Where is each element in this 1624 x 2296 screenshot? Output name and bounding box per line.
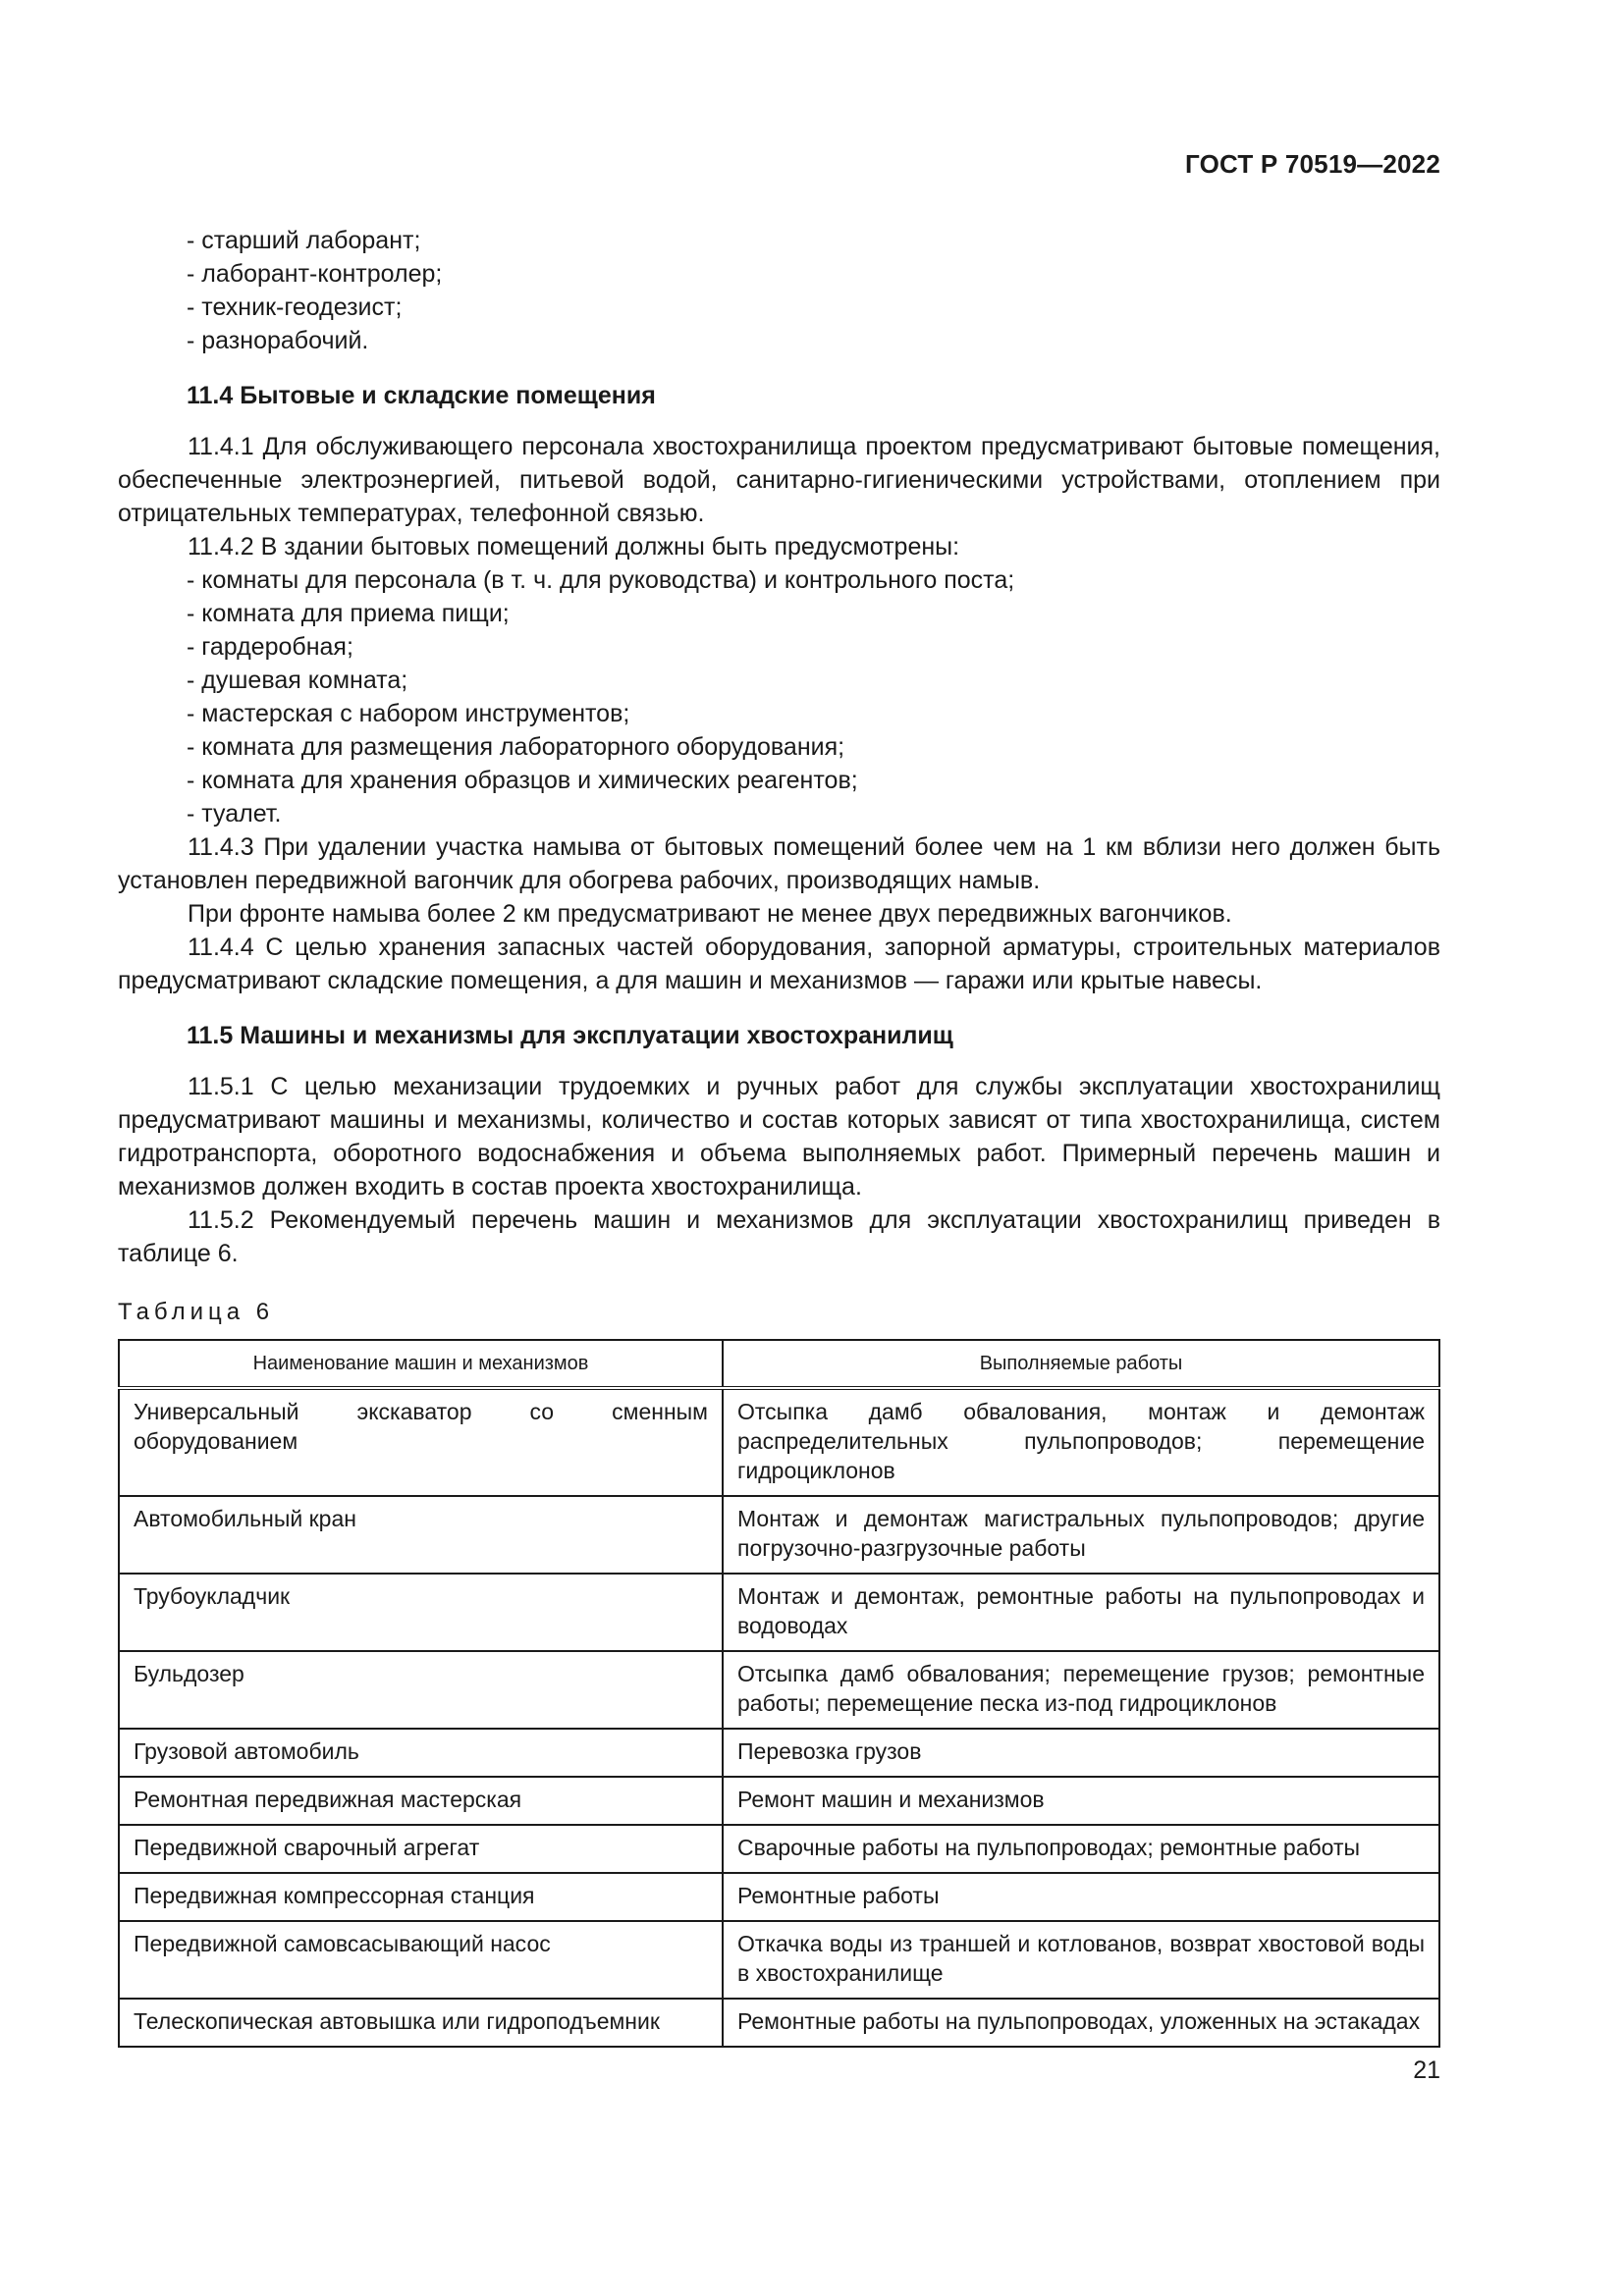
paragraph-11-4-3: 11.4.3 При удалении участка намыва от бытовых помещений более чем на 1 км вблизи него должен быть установлен передвижной вагончик для обогрева рабочих, производящих намыв. — [118, 833, 1440, 894]
document-code-header: ГОСТ Р 70519—2022 — [1185, 149, 1440, 179]
table-cell-work: Ремонтные работы — [723, 1873, 1439, 1921]
table-cell-machine: Передвижная компрессорная станция — [119, 1873, 723, 1921]
table-row — [119, 1651, 1439, 1729]
paragraph-11-4-1: 11.4.1 Для обслуживающего персонала хвостохранилища проектом предусматривают бытовые помещения, обеспеченные электроэнергией, питьевой водой, санитарно-гигиеническими устройствами, отоплением при отрицательных температурах, телефонной связью. — [118, 433, 1440, 527]
intro-list — [118, 224, 1440, 357]
list-item: - мастерская с набором инструментов; — [187, 700, 630, 727]
paragraph-11-4-4: 11.4.4 С целью хранения запасных частей оборудования, запорной арматуры, строительных материалов предусматривают складские помещения, а для машин и механизмов — гаражи или крытые навесы. — [118, 934, 1440, 994]
table-cell-machine: Ремонтная передвижная мастерская — [119, 1777, 723, 1825]
page-number: 21 — [1413, 2056, 1440, 2084]
table-cell-machine: Грузовой автомобиль — [119, 1729, 723, 1777]
table-cell-work: Перевозка грузов — [723, 1729, 1439, 1777]
list-item: - комнаты для персонала (в т. ч. для руководства) и контрольного поста; — [187, 566, 1015, 594]
table-row — [119, 1574, 1439, 1651]
table-cell-machine: Передвижной самовсасывающий насос — [119, 1921, 723, 1999]
table-cell-machine: Трубоукладчик — [119, 1574, 723, 1651]
list-item: - комната для приема пищи; — [187, 600, 510, 627]
table-cell-work: Ремонтные работы на пульпопроводах, уложенных на эстакадах — [723, 1999, 1439, 2047]
table-cell-machine: Автомобильный кран — [119, 1496, 723, 1574]
table-cell-machine: Бульдозер — [119, 1651, 723, 1729]
list-item: - комната для хранения образцов и химических реагентов; — [187, 767, 858, 794]
table-row — [119, 1873, 1439, 1921]
list-item: - гардеробная; — [187, 633, 353, 661]
table-header-cell: Выполняемые работы — [723, 1340, 1439, 1388]
table-row — [119, 1921, 1439, 1999]
paragraph-11-5-1: 11.5.1 С целью механизации трудоемких и ручных работ для службы эксплуатации хвостохранилищ предусматривают машины и механизмы, количество и состав которых зависят от типа хвостохранилища, систем гидротранспорта, оборотного водоснабжения и объема выполняемых работ. Примерный перечень машин и механизмов должен входить в состав проекта хвостохранилища. — [118, 1073, 1440, 1201]
section-title-11-4: 11.4 Бытовые и складские помещения — [187, 382, 656, 409]
rooms-list — [118, 563, 1440, 830]
table-cell-work: Отсыпка дамб обвалования, монтаж и демонтаж распределительных пульпопроводов; перемещение гидроциклонов — [723, 1388, 1439, 1496]
paragraph-11-4-3-note: При фронте намыва более 2 км предусматривают не менее двух передвижных вагончиков. — [188, 900, 1232, 928]
table-row — [119, 1729, 1439, 1777]
list-item: - лаборант-контролер; — [187, 260, 443, 288]
table-cell-work: Монтаж и демонтаж, ремонтные работы на пульпопроводах и водоводах — [723, 1574, 1439, 1651]
table-caption: Таблица 6 — [118, 1299, 275, 1325]
table-cell-machine: Телескопическая автовышка или гидроподъемник — [119, 1999, 723, 2047]
table-cell-machine: Передвижной сварочный агрегат — [119, 1825, 723, 1873]
document-body — [118, 224, 1440, 2048]
section-title-11-5: 11.5 Машины и механизмы для эксплуатации хвостохранилищ — [187, 1022, 953, 1049]
table-cell-work: Откачка воды из траншей и котлованов, возврат хвостовой воды в хвостохранилище — [723, 1921, 1439, 1999]
table-cell-work: Сварочные работы на пульпопроводах; ремонтные работы — [723, 1825, 1439, 1873]
list-item: - старший лаборант; — [187, 227, 421, 254]
table-cell-machine: Универсальный экскаватор со сменным оборудованием — [119, 1388, 723, 1496]
paragraph-11-4-2: 11.4.2 В здании бытовых помещений должны быть предусмотрены: — [188, 533, 960, 561]
list-item: - разнорабочий. — [187, 327, 369, 354]
list-item: - душевая комната; — [187, 667, 408, 694]
paragraph-11-5-2: 11.5.2 Рекомендуемый перечень машин и механизмов для эксплуатации хвостохранилищ приведен в таблице 6. — [118, 1206, 1440, 1267]
list-item: - комната для размещения лабораторного оборудования; — [187, 733, 845, 761]
table-row — [119, 1496, 1439, 1574]
list-item: - туалет. — [187, 800, 282, 828]
list-item: - техник-геодезист; — [187, 294, 403, 321]
table-row — [119, 1388, 1439, 1496]
table-row — [119, 1825, 1439, 1873]
table-header-cell: Наименование машин и механизмов — [119, 1340, 723, 1388]
table-header-row — [119, 1340, 1439, 1388]
machines-table — [118, 1339, 1440, 2048]
table-cell-work: Монтаж и демонтаж магистральных пульпопроводов; другие погрузочно-разгрузочные работы — [723, 1496, 1439, 1574]
table-cell-work: Ремонт машин и механизмов — [723, 1777, 1439, 1825]
table-cell-work: Отсыпка дамб обвалования; перемещение грузов; ремонтные работы; перемещение песка из-под гидроциклонов — [723, 1651, 1439, 1729]
table-row — [119, 1777, 1439, 1825]
table-row — [119, 1999, 1439, 2047]
